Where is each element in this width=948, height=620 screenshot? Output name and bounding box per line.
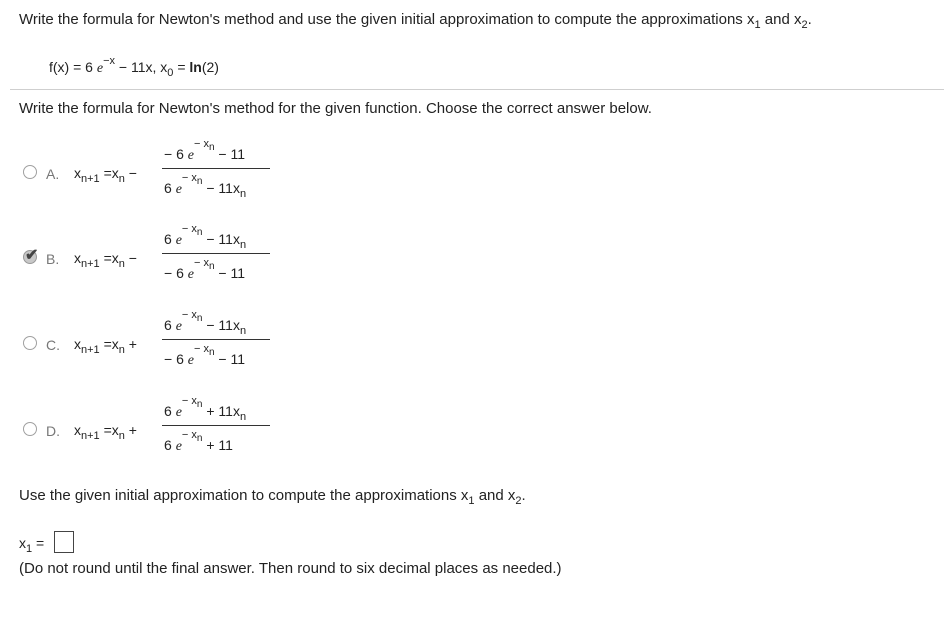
- denominator: [164, 429, 233, 454]
- denominator: [164, 172, 247, 200]
- num-tail: + 11x: [206, 403, 240, 419]
- numerator: [164, 395, 247, 423]
- option-letter: B.: [46, 251, 60, 267]
- lhs-x: x: [74, 422, 81, 438]
- numerator: [164, 309, 247, 337]
- rhs-x: x: [111, 165, 119, 181]
- denominator: [164, 343, 246, 368]
- option-letter: D.: [46, 423, 60, 439]
- rhs-operator: +: [128, 422, 137, 438]
- den-tail: − 11: [218, 351, 246, 367]
- den-coef: − 6: [164, 265, 184, 281]
- option-lhs: [74, 336, 137, 356]
- answer-equals: =: [36, 535, 45, 551]
- den-e: e: [187, 353, 194, 368]
- den-e: e: [187, 267, 194, 282]
- answer-label: [19, 535, 45, 555]
- num-coef: 6: [164, 231, 172, 247]
- radio-button[interactable]: [23, 422, 37, 436]
- rhs-sub: n: [118, 430, 125, 442]
- den-coef: 6: [164, 437, 172, 453]
- lhs-sub: n+1: [81, 173, 100, 185]
- num-e: e: [187, 148, 194, 163]
- num-exp: − x: [193, 138, 209, 150]
- num-e: e: [175, 405, 182, 420]
- rhs-operator: −: [128, 250, 137, 266]
- function-exponent: −x: [103, 55, 116, 67]
- answer-x: x: [19, 535, 26, 551]
- subscript-2: 2: [801, 19, 808, 31]
- num-exp: − x: [181, 395, 197, 407]
- rhs-sub: n: [118, 173, 125, 185]
- lhs-x: x: [74, 165, 81, 181]
- num-exp-sub: n: [208, 142, 215, 153]
- rhs-x: x: [111, 336, 119, 352]
- num-e: e: [175, 233, 182, 248]
- num-coef: 6: [164, 403, 172, 419]
- lhs-eq: =: [103, 250, 112, 266]
- checkmark-icon: ✔: [25, 247, 39, 264]
- function-equals: =: [177, 59, 186, 75]
- den-exp-sub: n: [196, 433, 203, 444]
- x0-subscript: 0: [167, 67, 174, 79]
- radio-button[interactable]: [23, 336, 37, 350]
- lhs-sub: n+1: [81, 344, 100, 356]
- den-tail: + 11: [206, 437, 233, 453]
- rhs-operator: +: [128, 336, 137, 352]
- section-divider: [10, 89, 944, 90]
- num-coef: − 6: [164, 146, 184, 162]
- function-definition: [49, 55, 219, 79]
- part2-instruction: [19, 487, 526, 507]
- fraction-bar: [162, 425, 270, 426]
- den-tail: − 11: [218, 265, 246, 281]
- den-coef: − 6: [164, 351, 184, 367]
- part2-period: .: [521, 487, 526, 504]
- answer-input-box[interactable]: [54, 531, 74, 553]
- denominator: [164, 257, 246, 282]
- num-exp-sub: n: [196, 313, 203, 324]
- rounding-note: (Do not round until the final answer. Then round to six decimal places as needed.): [19, 560, 562, 577]
- num-exp: − x: [181, 223, 197, 235]
- den-tail: − 11x: [206, 180, 240, 196]
- num-exp: − x: [181, 309, 197, 321]
- function-lhs: f(x) = 6: [49, 59, 93, 75]
- den-exp-sub: n: [208, 261, 215, 272]
- num-exp-sub: n: [196, 227, 203, 238]
- num-tail: − 11x: [206, 231, 240, 247]
- question-period: .: [807, 11, 812, 28]
- lhs-eq: =: [103, 165, 112, 181]
- part1-instruction: Write the formula for Newton's method for the given function. Choose the correct answer below.: [19, 100, 652, 117]
- den-exp: − x: [181, 172, 197, 184]
- num-tail-sub: n: [239, 239, 247, 251]
- option-letter: A.: [46, 166, 60, 182]
- lhs-x: x: [74, 250, 81, 266]
- den-exp-sub: n: [208, 347, 215, 358]
- den-e: e: [175, 439, 182, 454]
- radio-button[interactable]: [23, 165, 37, 179]
- option-lhs: [74, 165, 137, 185]
- rhs-operator: −: [128, 165, 137, 181]
- den-exp: − x: [193, 343, 209, 355]
- radio-button[interactable]: [23, 247, 39, 264]
- lhs-eq: =: [103, 336, 112, 352]
- fraction-bar: [162, 253, 270, 254]
- part2-sub1: 1: [468, 495, 475, 507]
- num-tail-sub: n: [239, 411, 247, 423]
- num-coef: 6: [164, 317, 172, 333]
- function-e: e: [96, 61, 104, 76]
- den-exp: − x: [193, 257, 209, 269]
- num-exp-sub: n: [196, 399, 203, 410]
- den-tail-sub: n: [239, 188, 247, 200]
- option-letter: C.: [46, 337, 60, 353]
- function-arg: (2): [201, 59, 219, 75]
- fraction-bar: [162, 168, 270, 169]
- question-prompt-and: and x: [764, 11, 802, 28]
- fraction-bar: [162, 339, 270, 340]
- num-e: e: [175, 319, 182, 334]
- rhs-x: x: [111, 422, 119, 438]
- answer-sub: 1: [26, 543, 33, 555]
- num-tail: − 11x: [206, 317, 240, 333]
- lhs-eq: =: [103, 422, 112, 438]
- den-coef: 6: [164, 180, 172, 196]
- question-prompt: [19, 11, 812, 31]
- numerator: [164, 138, 246, 163]
- lhs-x: x: [74, 336, 81, 352]
- lhs-sub: n+1: [81, 258, 100, 270]
- subscript-1: 1: [754, 19, 761, 31]
- function-ln: ln: [189, 59, 202, 75]
- rhs-sub: n: [118, 344, 125, 356]
- lhs-sub: n+1: [81, 430, 100, 442]
- den-exp-sub: n: [196, 176, 203, 187]
- numerator: [164, 223, 247, 251]
- part2-text: Use the given initial approximation to compute the approximations x: [19, 487, 469, 504]
- part2-sub2: 2: [515, 495, 522, 507]
- function-tail: − 11x, x: [118, 59, 168, 75]
- den-exp: − x: [181, 429, 197, 441]
- num-tail-sub: n: [239, 325, 247, 337]
- rhs-sub: n: [118, 258, 125, 270]
- question-prompt-text: Write the formula for Newton's method and use the given initial approximation to compute the approximations x: [19, 11, 755, 28]
- num-tail: − 11: [218, 146, 246, 162]
- option-lhs: [74, 422, 137, 442]
- den-e: e: [175, 182, 182, 197]
- option-lhs: [74, 250, 137, 270]
- rhs-x: x: [111, 250, 119, 266]
- part2-and: and x: [478, 487, 516, 504]
